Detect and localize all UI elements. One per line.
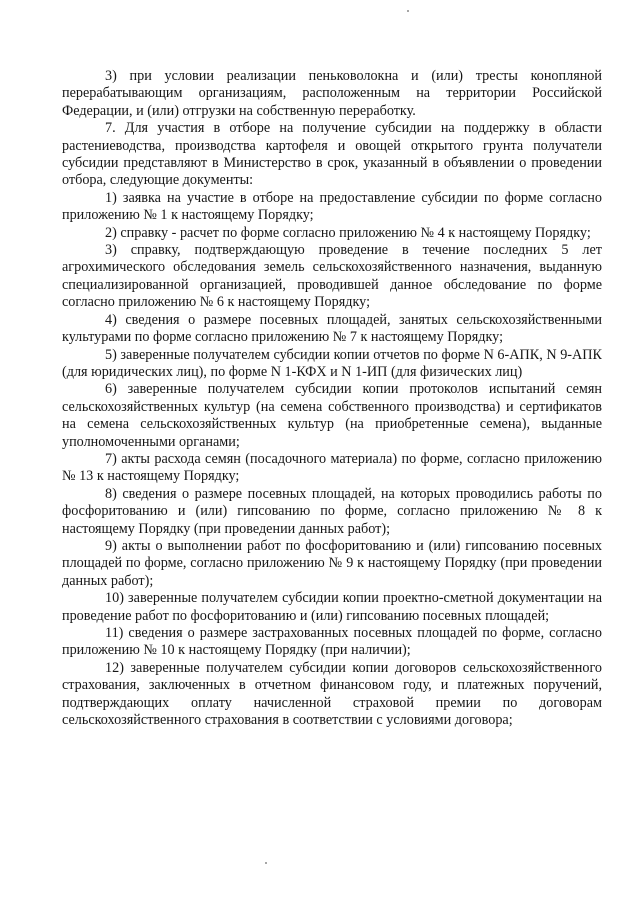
list-item-12-insurance-contracts: 12) заверенные получателем субсидии копии договоров сельскохозяйственного страхования, заключенных в отчетном финансовом году, и платежных поручений, подтверждающих оплату начисленной страховой премии по договорам сельскохозяйственного страхования в соответствии с условиями договора; (62, 659, 602, 729)
list-item-5-reports: 5) заверенные получателем субсидии копии отчетов по форме N 6-АПК, N 9-АПК (для юридических лиц), по форме N 1-КФХ и N 1-ИП (для физических лиц) (62, 346, 602, 380)
document-body (62, 68, 602, 729)
list-item-9-work-acts: 9) акты о выполнении работ по фосфоритованию и (или) гипсованию посевных площадей по форме, согласно приложению № 9 к настоящему Порядку (при проведении данных работ); (62, 537, 602, 589)
scan-speck-top (407, 10, 409, 12)
list-item-10-estimates: 10) заверенные получателем субсидии копии проектно-сметной документации на проведение работ по фосфоритованию и (или) гипсованию посевных площадей; (62, 590, 602, 624)
list-item-6-seed-protocols: 6) заверенные получателем субсидии копии протоколов испытаний семян сельскохозяйственных культур (на семена собственного производства) и сертификатов на семена сельскохозяйственных культур (на приобретенные семена), выданные уполномоченными органами; (62, 381, 602, 450)
list-item-8-phosphoritization-areas: 8) сведения о размере посевных площадей, на которых проводились работы по фосфоритованию и (или) гипсованию по форме, согласно приложению № 8 к настоящему Порядку (при проведении данных работ); (62, 485, 602, 537)
list-item-1-application: 1) заявка на участие в отборе на предоставление субсидии по форме согласно приложению № 1 к настоящему Порядку; (62, 189, 602, 224)
list-item-3-agrochemical: 3) справку, подтверждающую проведение в течение последних 5 лет агрохимического обследования земель сельскохозяйственного назначения, выданную специализированной организацией, проводившей данное обследование по форме согласно приложению № 6 к настоящему Порядку; (62, 242, 602, 311)
paragraph-item-3-hemp: 3) при условии реализации пеньковолокна и (или) тресты конопляной перерабатывающим организациям, расположенным на территории Российской Федерации, и (или) отгрузки на собственную переработку. (62, 68, 602, 119)
list-item-11-insured-areas: 11) сведения о размере застрахованных посевных площадей по форме, согласно приложению № 10 к настоящему Порядку (при наличии); (62, 625, 602, 659)
list-item-4-sown-areas: 4) сведения о размере посевных площадей, занятых сельскохозяйственными культурами по форме согласно приложению № 7 к настоящему Порядку; (62, 311, 602, 346)
list-item-2-calculation: 2) справку - расчет по форме согласно приложению № 4 к настоящему Порядку; (105, 224, 591, 241)
scan-speck-bottom (265, 862, 267, 864)
list-item-7-seed-acts: 7) акты расхода семян (посадочного материала) по форме, согласно приложению № 13 к настоящему Порядку; (62, 450, 602, 485)
paragraph-clause-7: 7. Для участия в отборе на получение субсидии на поддержку в области растениеводства, производства картофеля и овощей открытого грунта получатели субсидии представляют в Министерство в срок, указанный в объявлении о проведении отбора, следующие документы: (62, 120, 602, 189)
